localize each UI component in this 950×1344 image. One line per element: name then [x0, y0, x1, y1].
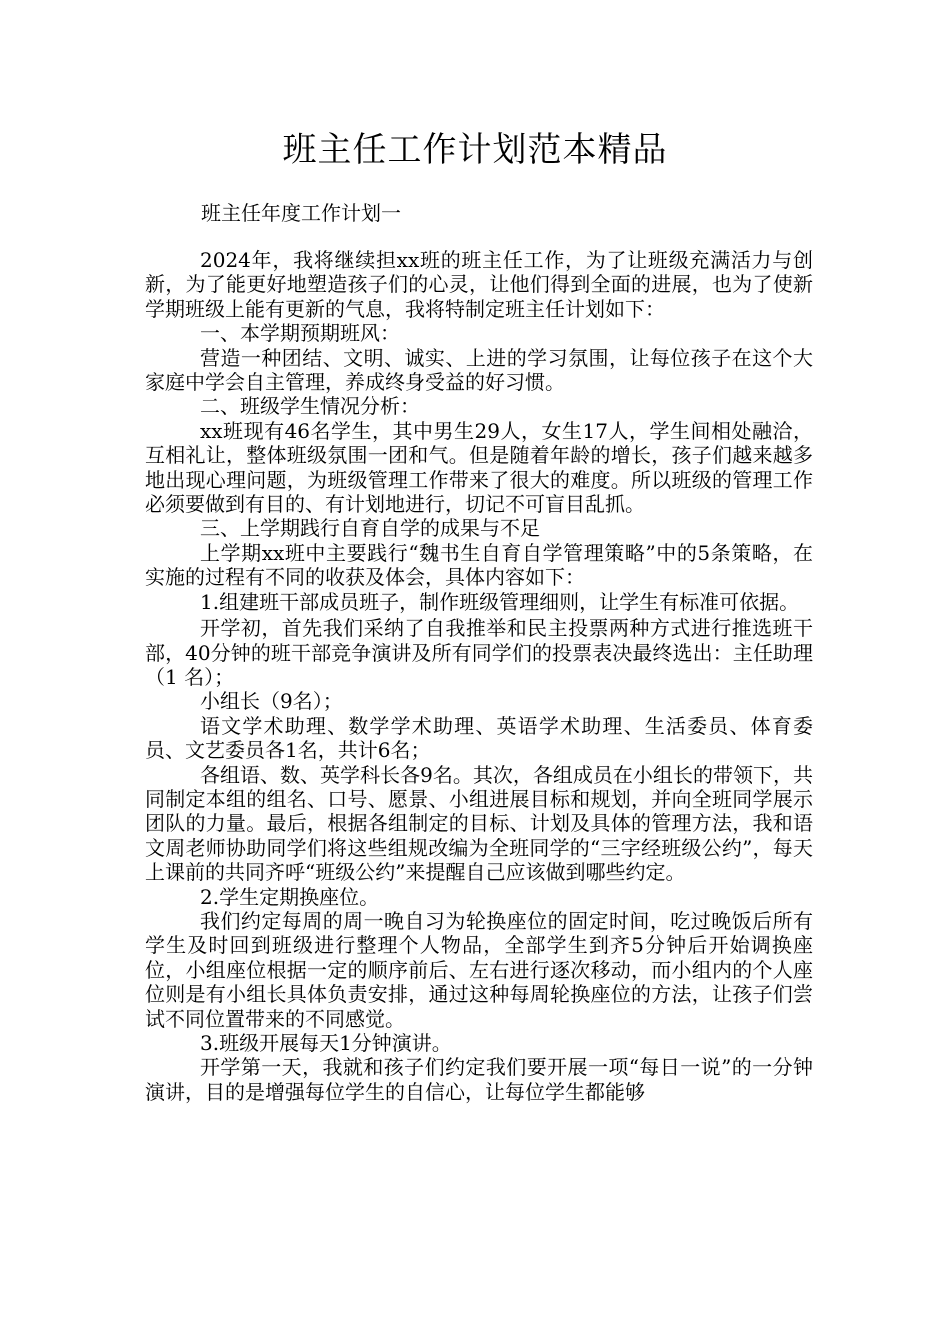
document-subtitle: 班主任年度工作计划一 [201, 201, 401, 225]
paragraph-last-semester: 上学期xx班中主要践行“魏书生自育自学管理策略”中的5条策略，在实施的过程有不同的收获及体会，具体内容如下： [145, 540, 813, 590]
paragraph-student-analysis: xx班现有46名学生，其中男生29人，女生17人，学生间相处融洽，互相礼让，整体班级氛围一团和气。但是随着年龄的增长，孩子们越来越多地出现心理问题，为班级管理工作带来了很大的难度。所以班级的管理工作必须要做到有目的、有计划地进行，切记不可盲目乱抓。 [145, 418, 813, 517]
heading-class-style: 一、本学期预期班风： [200, 321, 400, 346]
paragraph-subject-leaders: 各组语、数、英学科长各9名。其次，各组成员在小组长的带领下，共同制定本组的组名、口号、愿景、小组进展目标和规划，并向全班同学展示团队的力量。最后，根据各组制定的目标、计划及具体的管理方法，我和语文周老师协助同学们将这些组规改编为全班同学的“三字经班级公约”，每天上课前的共同齐呼“班级公约”来提醒自己应该做到哪些约定。 [145, 762, 813, 885]
paragraph-intro: 2024年，我将继续担xx班的班主任工作，为了让班级充满活力与创新，为了能更好地塑造孩子们的心灵，让他们得到全面的进展，也为了使新学期班级上能有更新的气息，我将特制定班主任计划如下： [145, 248, 813, 321]
paragraph-group-leaders: 小组长（9名）； [200, 689, 343, 714]
paragraph-speech: 开学第一天，我就和孩子们约定我们要开展一项“每日一说”的一分钟演讲，目的是增强每位学生的自信心，让每位学生都能够 [145, 1055, 813, 1104]
document-body [145, 248, 813, 1104]
paragraph-class-style: 营造一种团结、文明、诚实、上进的学习氛围，让每位孩子在这个大家庭中学会自主管理，养成终身受益的好习惯。 [145, 345, 813, 395]
paragraph-seat-rotation: 我们约定每周的周一晚自习为轮换座位的固定时间，吃过晚饭后所有学生及时回到班级进行整理个人物品，全部学生到齐5分钟后开始调换座位，小组座位根据一定的顺序前后、左右进行逐次移动，而小组内的个人座位则是有小组长具体负责安排，通过这种每周轮换座位的方法，让孩子们尝试不同位置带来的不同感觉。 [145, 908, 813, 1031]
heading-student-analysis: 二、班级学生情况分析： [200, 394, 420, 419]
paragraph-election: 开学初，首先我们采纳了自我推举和民主投票两种方式进行推选班干部，40分钟的班干部竞争演讲及所有同学们的投票表决最终选出：主任助理（1 名）； [145, 616, 813, 689]
heading-last-semester: 三、上学期践行自育自学的成果与不足 [200, 516, 540, 541]
item-2-heading: 2.学生定期换座位。 [200, 884, 380, 909]
paragraph-assistants: 语文学术助理、数学学术助理、英语学术助理、生活委员、体育委员、文艺委员各1名，共计6名； [145, 713, 813, 763]
document-title: 班主任工作计划范本精品 [282, 130, 668, 170]
item-3-heading: 3.班级开展每天1分钟演讲。 [200, 1031, 452, 1055]
item-1-heading: 1.组建班干部成员班子，制作班级管理细则，让学生有标准可依据。 [200, 589, 800, 614]
